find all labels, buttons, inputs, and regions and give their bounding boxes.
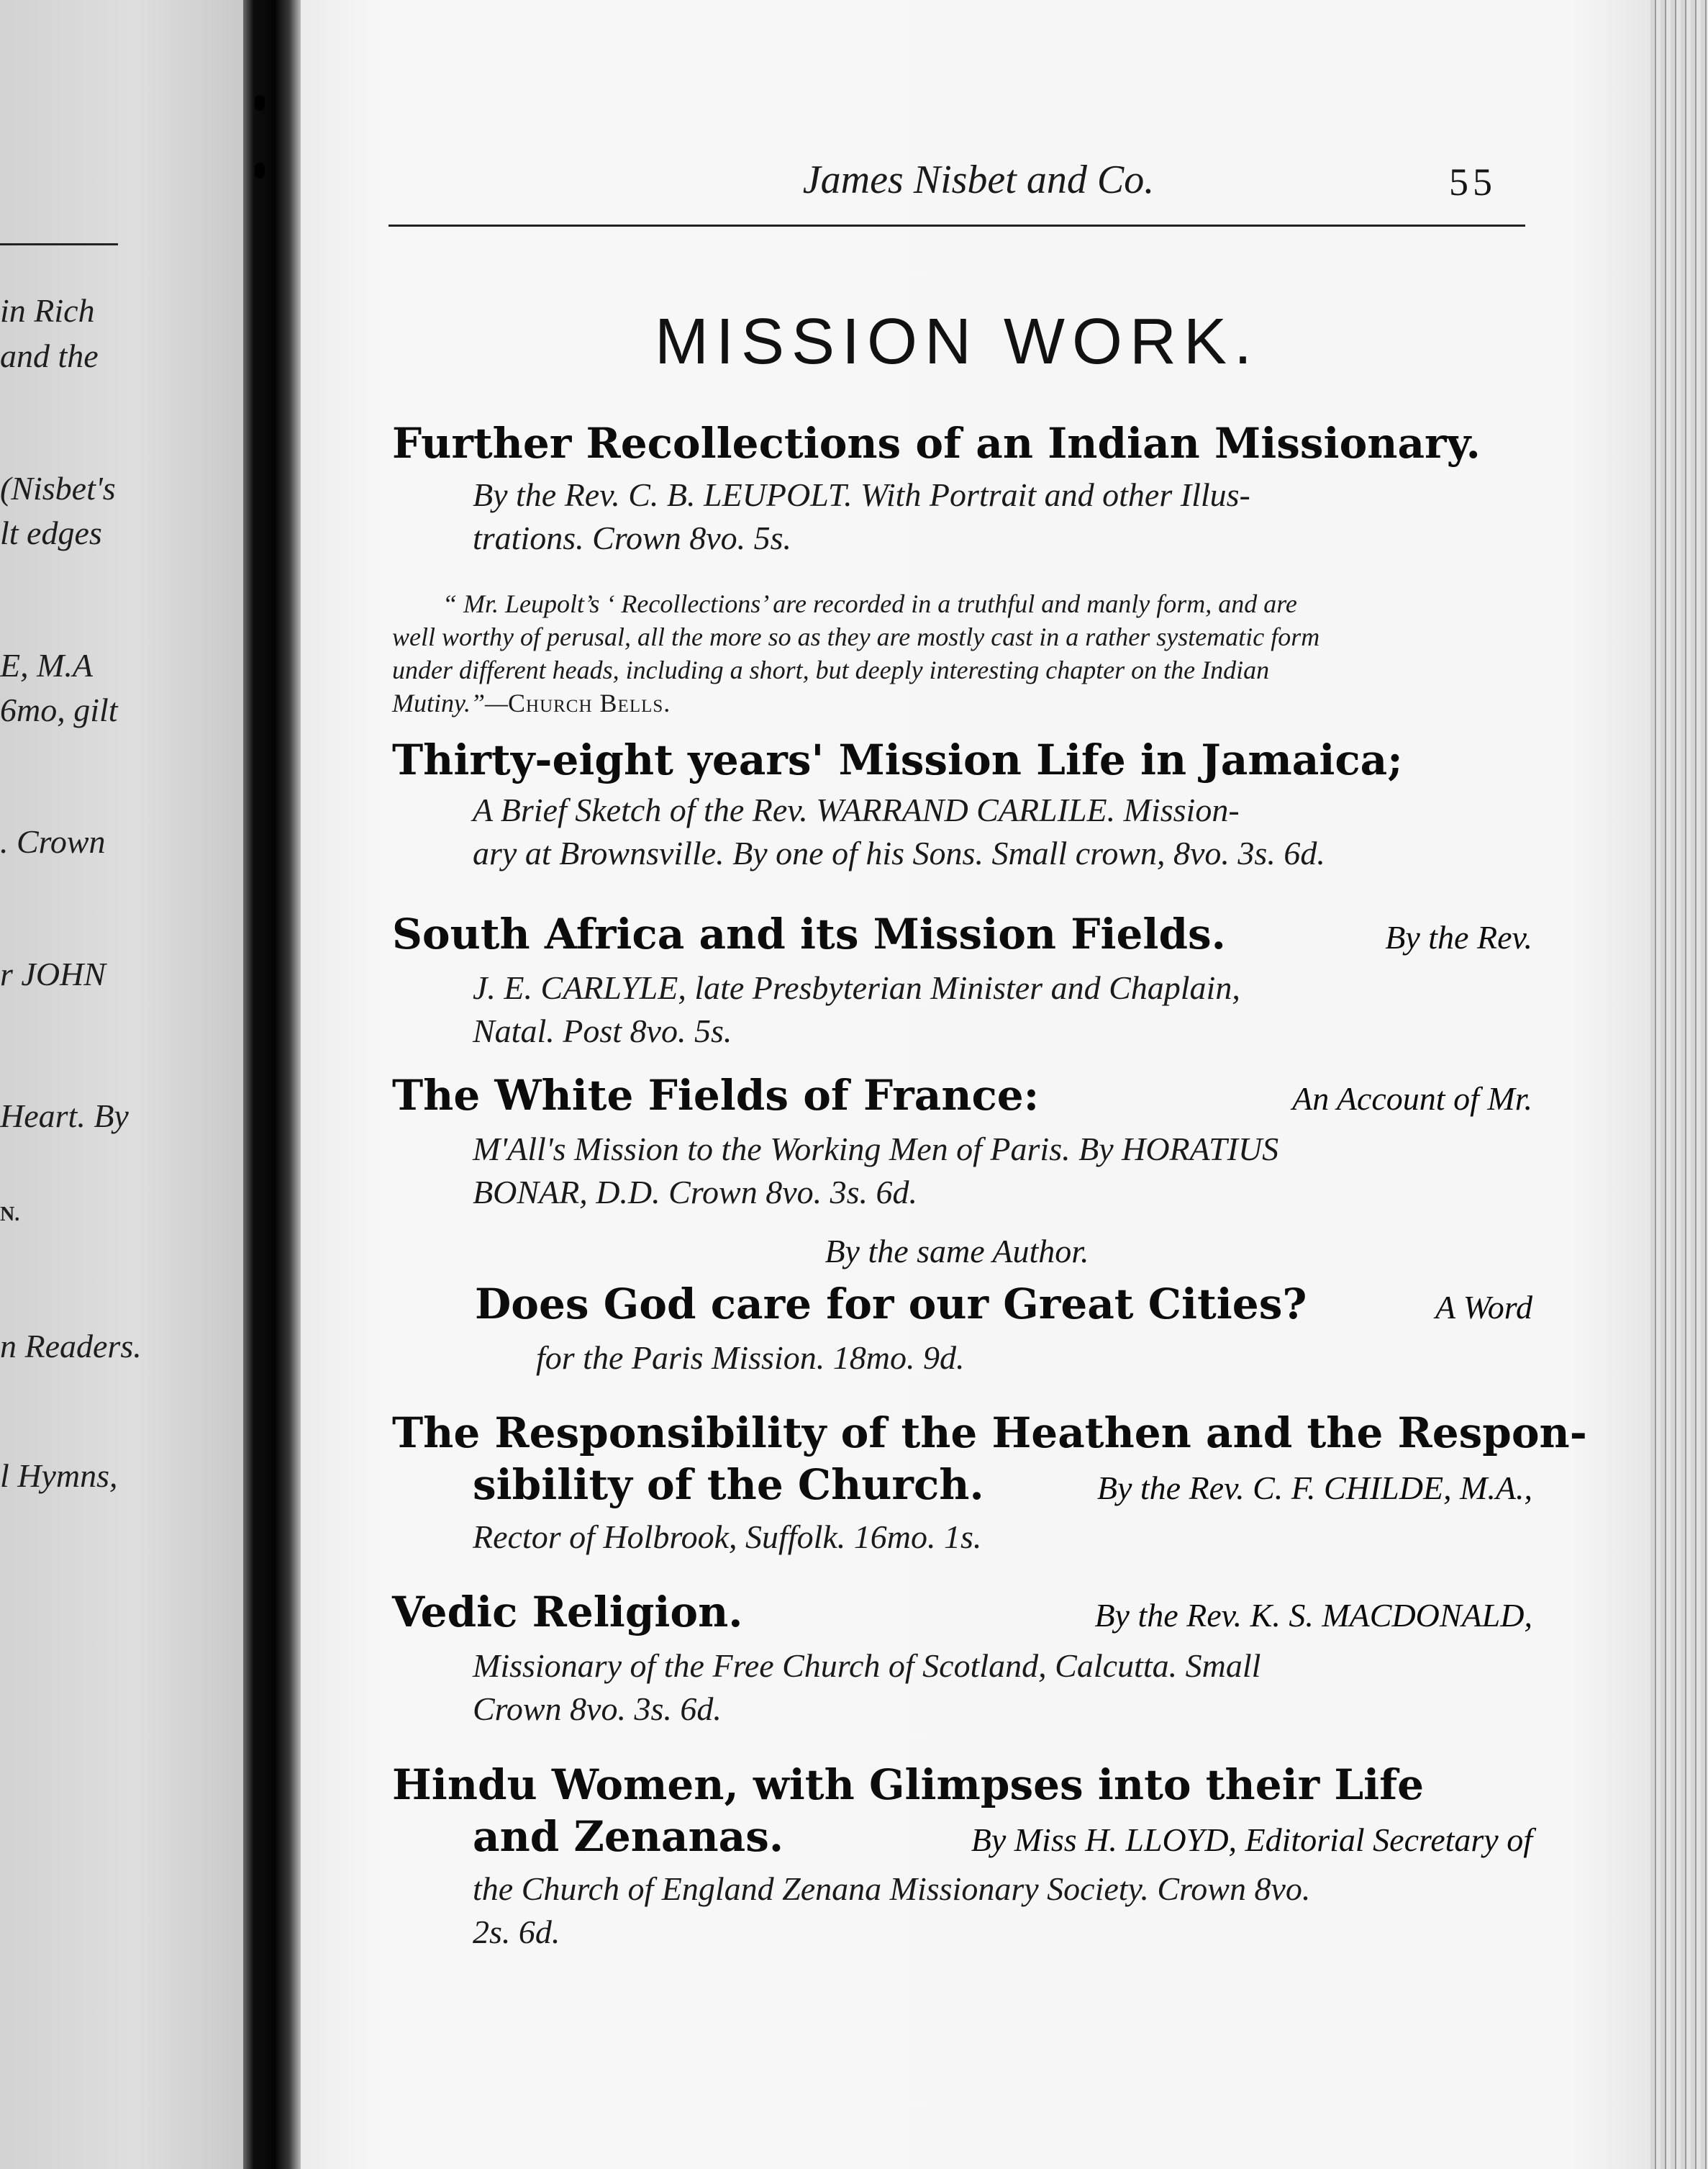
page-edge-stack [1650, 0, 1708, 2169]
book-entry [475, 1278, 1532, 1380]
book-description-line: 2s. 6d. [473, 1914, 560, 1950]
left-page-line: in Rich [0, 292, 95, 329]
header-rule [389, 225, 1525, 227]
book-inline-description: By the Rev. [1385, 919, 1532, 956]
book-description-line: the Church of England Zenana Missionary Society. Crown 8vo. [473, 1870, 1311, 1907]
book-description-line: BONAR, D.D. Crown 8vo. 3s. 6d. [473, 1174, 918, 1210]
review-quote [392, 587, 1532, 720]
left-page-line: n Readers. [0, 1328, 142, 1364]
book-title-text: The Responsibility of the Heathen and the Respon- [392, 1408, 1587, 1457]
book-description-line: Natal. Post 8vo. 5s. [473, 1013, 732, 1049]
book-description-line: Missionary of the Free Church of Scotland, Calcutta. Small [473, 1647, 1261, 1684]
book-title-continued [392, 1811, 1532, 1866]
book-title-text: Vedic Religion. [392, 1588, 743, 1636]
quote-line-text: Mutiny.”— [392, 689, 509, 717]
left-page-line: r JOHN [0, 956, 106, 992]
book-entry [392, 1759, 1532, 1954]
book-description-line: Crown 8vo. 3s. 6d. [473, 1690, 722, 1727]
book-entry [392, 734, 1532, 875]
book-description-line: ary at Brownsville. By one of his Sons. Small crown, 8vo. 3s. 6d. [473, 835, 1325, 871]
book-title [392, 1407, 1587, 1459]
quote-line [392, 687, 1532, 720]
book-title-text: sibility of the Church. [473, 1460, 984, 1509]
left-page-line: l Hymns, [0, 1457, 118, 1494]
book-description-line: M'All's Mission to the Working Men of Paris. By HORATIUS [473, 1131, 1279, 1167]
book-gutter [243, 0, 301, 2169]
book-title [475, 1278, 1532, 1333]
left-page-line: E, M.A [0, 647, 94, 684]
left-page-line: lt edges [0, 515, 102, 551]
book-inline-description: An Account of Mr. [1292, 1080, 1532, 1117]
book-entry [392, 1407, 1587, 1559]
book-inline-description: By the Rev. K. S. MACDONALD, [1094, 1597, 1532, 1634]
book-title [392, 734, 1532, 786]
book-title-text: Hindu Women, with Glimpses into their Life [392, 1760, 1425, 1809]
binding-hole [255, 95, 265, 111]
quote-line: well worthy of perusal, all the more so as they are mostly cast in a rather systematic form [392, 622, 1320, 651]
left-page-line: 6mo, gilt [0, 692, 118, 728]
left-page-fragment [0, 0, 245, 2169]
left-page-rule [0, 243, 118, 245]
quote-line: “ Mr. Leupolt’s ‘ Recollections’ are recorded in a truthful and manly form, and are [442, 589, 1297, 618]
left-page-line: N. [0, 1203, 20, 1226]
book-inline-description: A Word [1435, 1289, 1532, 1326]
page-number: 55 [1449, 160, 1496, 204]
same-author-label: By the same Author. [825, 1233, 1089, 1269]
section-title: MISSION WORK. [654, 306, 1260, 378]
description-text: By the Rev. C. B. LEUPOLT. With Portrait and other Illus- [473, 476, 1250, 513]
book-entry [392, 908, 1532, 1053]
book-inline-description: By the Rev. C. F. CHILDE, M.A., [1096, 1470, 1532, 1506]
book-title-text: Further Recollections of an Indian Missionary. [392, 419, 1481, 468]
book-description-line [392, 474, 1532, 517]
book-title [392, 1759, 1532, 1811]
left-page-line: . Crown [0, 823, 106, 860]
book-title-text: and Zenanas. [473, 1812, 784, 1861]
book-entry [392, 417, 1532, 720]
book-entry [392, 1586, 1532, 1731]
book-inline-description: By Miss H. LLOYD, Editorial Secretary of [971, 1821, 1532, 1858]
book-title [392, 908, 1532, 964]
book-title-text: The White Fields of France: [392, 1071, 1040, 1120]
running-header: James Nisbet and Co. [802, 158, 1155, 202]
left-page-line: (Nisbet's [0, 470, 116, 507]
book-title [392, 1069, 1532, 1125]
book-title-text: South Africa and its Mission Fields. [392, 910, 1226, 959]
book-description-line: trations. Crown 8vo. 5s. [473, 520, 792, 556]
book-title [392, 417, 1532, 469]
left-page-line: and the [0, 338, 99, 374]
book-title-text: Does God care for our Great Cities? [475, 1280, 1307, 1328]
book-entry [392, 1069, 1532, 1214]
quote-line: under different heads, including a short, but deeply interesting chapter on the Indian [392, 656, 1270, 684]
book-description-line: for the Paris Mission. 18mo. 9d. [536, 1339, 965, 1376]
left-page-line: Heart. By [0, 1097, 129, 1134]
book-title-text: Thirty-eight years' Mission Life in Jamaica; [392, 735, 1403, 784]
book-description-line: Rector of Holbrook, Suffolk. 16mo. 1s. [473, 1518, 982, 1555]
book-title-continued [392, 1459, 1532, 1514]
book-description-line: J. E. CARLYLE, late Presbyterian Minister and Chaplain, [473, 969, 1240, 1006]
book-description-line: A Brief Sketch of the Rev. WARRAND CARLILE. Mission- [473, 792, 1240, 828]
book-title [392, 1586, 1532, 1642]
binding-hole [255, 163, 265, 178]
quote-source: Church Bells. [508, 689, 671, 717]
